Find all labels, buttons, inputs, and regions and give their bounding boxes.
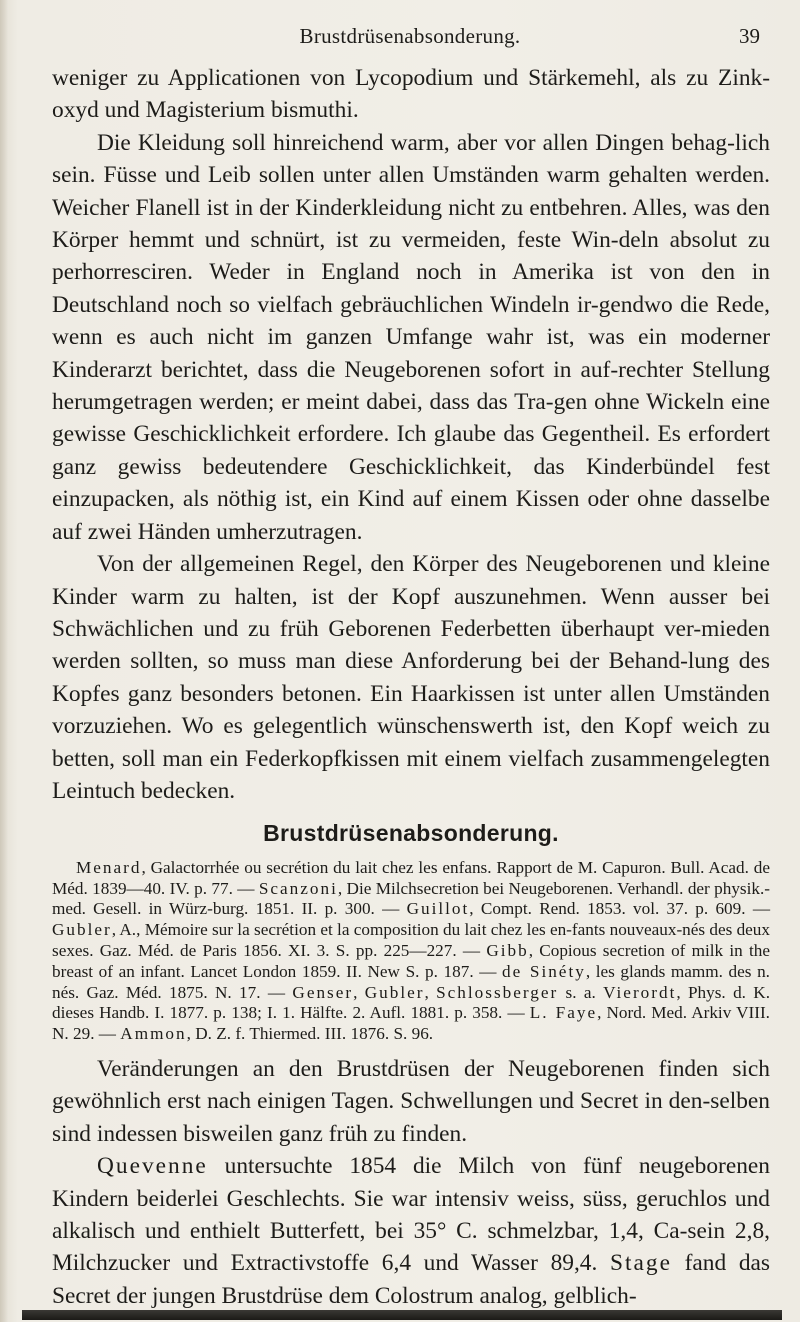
bib-author: Ammon [120,1024,187,1044]
paragraph-5-text: untersuchte 1854 die Milch von fünf neugeborenen Kindern beiderlei Geschlechts. Sie war intensiv weiss, süss, geruchlos und alkalisch und enthielt Butterfett, bei 35° C. schmelzbar, 1,4, Ca-sein 2,8, Milchzucker und Extractivstoffe 6,4 und Wasser 89,4. [52,1153,770,1277]
bib-text: , Compt. Rend. 1853. vol. 37. p. 609. — [469,899,771,919]
bib-text: , les glands mamm. des n. nés. Gaz. Méd. 1875. N. 17. — [52,961,770,1002]
bib-author: Menard [76,857,142,877]
bib-text: , Nord. Med. Arkiv VIII. N. 29. — [52,1003,770,1044]
bib-author: Genser [292,982,354,1002]
paragraph-3: Von der allgemeinen Regel, den Körper des Neugeborenen und kleine Kinder warm zu halten, ist der Kopf auszunehmen. Wenn ausser bei Schwächlichen und zu früh Geborenen Federbetten überhaupt ver-mieden werden sollten, so muss man diese Anforderung bei der Behand-lung des Kopfes ganz besonders betonen. Ein Haarkissen ist unter allen Umständen vorzuziehen. Wo es gelegentlich wünschenswerth ist, den Kopf weich zu betten, soll man ein Federkopfkissen mit einem vielfach zusammengelegten Leintuch bedecken. [52,551,770,804]
bib-text: , [424,982,437,1002]
bib-author: Gibb [486,940,529,960]
bib-author: Gubler [364,982,425,1002]
paragraph-2: Die Kleidung soll hinreichend warm, aber vor allen Dingen behag-lich sein. Füsse und Leib sollen unter allen Umständen warm gehalten werden. Weicher Flanell ist in der Kinderkleidung nicht zu entbehren. Alles, was den Körper hemmt und schnürt, ist zu vermeiden, feste Win-deln absolut zu perhorresciren. Weder in England noch in Amerika ist von den in Deutschland noch so vielfach gebräuchlichen Windeln ir-gendwo die Rede, wenn es auch nicht im ganzen Umfange wahr ist, was ein moderner Kinderarzt berichtet, dass die Neugeborenen sofort in auf-rechter Stellung herumgetragen werden; er meint dabei, dass das Tra-gen ohne Wickeln eine gewisse Geschicklichkeit erfordere. Ich glaube das Gegentheil. Es erfordert ganz gewiss bedeutendere Geschicklichkeit, das Kinderbündel fest einzupacken, als nöthig ist, ein Kind auf einem Kissen oder ohne dasselbe auf zwei Händen umherzutragen. [52,129,770,545]
section-heading: Brustdrüsenabsonderung. [263,820,559,847]
page-header [60,24,760,58]
bib-author: Gubler [52,920,112,940]
page-gutter-shadow [0,0,8,1322]
paragraph-5-text-continued: fand das Secret der jungen Brustdrüse dem Colostrum analog, gelblich- [52,1250,770,1309]
bib-text: , D. Z. f. Thiermed. III. 1876. S. 96. [186,1024,434,1044]
bib-text: , A., Mémoire sur la secrétion et la composition du lait chez les en-fants nouveaux-nés des deux sexes. Gaz. Méd. de Paris 1856. XI. 3. S. pp. 225—227. — [52,920,770,960]
bib-text: , Galactorrhée ou secrétion du lait chez les enfans. Rapport de M. Capuron. Bull. Acad. de Méd. 1839—40. IV. p. 77. — [52,857,770,898]
body-text [52,62,770,1312]
author-name: Stage [610,1250,672,1277]
paragraph-5 [52,1150,770,1312]
bib-text: , [353,982,365,1002]
bottom-edge-shadow [22,1310,782,1320]
page-number: 39 [739,24,760,48]
bib-author: Vierordt [603,982,677,1002]
bibliography [52,858,770,1045]
bib-text: , Copious secretion of milk in the breast of an infant. Lancet London 1859. II. New S. p. 187. — [52,940,770,981]
paragraph-1: weniger zu Applicationen von Lycopodium und Stärkemehl, als zu Zink-oxyd und Magisterium bismuthi. [52,65,770,124]
bib-text: , Die Milchsecretion bei Neugeborenen. Verhandl. der physik.-med. Gesell. in Würz-burg. 1851. II. p. 300. — [52,878,770,919]
author-name: Quevenne [97,1153,208,1180]
bib-author: de Sinéty [502,961,586,981]
bib-author: Schlossberger [436,982,559,1002]
bib-author: Scanzoni [258,878,338,898]
bib-author: Guillot [406,899,470,919]
paragraph-4: Veränderungen an den Brustdrüsen der Neugeborenen finden sich gewöhnlich erst nach einigen Tagen. Schwellungen und Secret in den-selben sind indessen bisweilen ganz früh zu finden. [52,1055,770,1147]
bib-text: , Phys. d. K. dieses Handb. I. 1877. p. 138; I. 1. Hälfte. 2. Aufl. 1881. p. 358. — [52,982,771,1023]
running-title: Brustdrüsenabsonderung. [299,24,521,48]
bib-author: L. Faye [529,1003,598,1023]
bib-text: s. a. [558,982,604,1002]
